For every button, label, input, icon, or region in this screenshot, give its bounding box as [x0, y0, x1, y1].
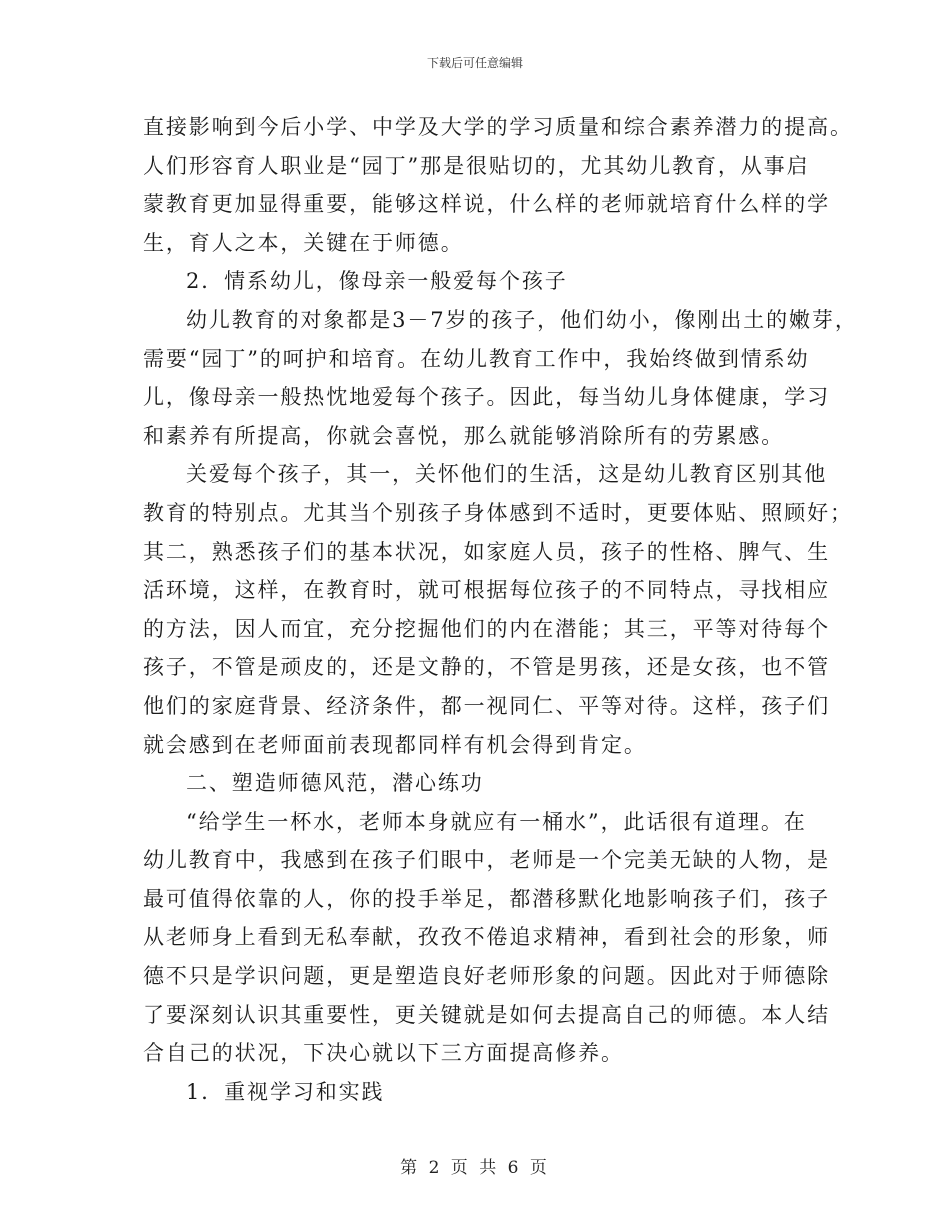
body-line: 从老师身上看到无私奉献，孜孜不倦追求精神，看到社会的形象，师 — [143, 925, 830, 950]
body-line: 关爱每个孩子，其一，关怀他们的生活，这是幼儿教育区别其他 — [186, 462, 828, 487]
body-line: 德不只是学识问题，更是塑造良好老师形象的问题。因此对于师德除 — [143, 964, 830, 989]
body-line: 最可值得依靠的人，你的投手举足，都潜移默化地影响孩子们，孩子 — [143, 886, 830, 911]
body-line: 了要深刻认识其重要性，更关键就是如何去提高自己的师德。本人结 — [143, 1002, 830, 1027]
body-line: 直接影响到今后小学、中学及大学的学习质量和综合素养潜力的提高。 — [143, 115, 853, 139]
body-line: 幼儿教育的对象都是3－7岁的孩子，他们幼小，像刚出土的嫩芽， — [186, 307, 858, 332]
body-line: 蒙教育更加显得重要，能够这样说，什么样的老师就培育什么样的学 — [143, 192, 830, 217]
section-heading: 1．重视学习和实践 — [186, 1079, 385, 1104]
body-line: 他们的家庭背景、经济条件，都一视同仁、平等对待。这样，孩子们 — [143, 693, 830, 718]
section-heading: 二、塑造师德风范，潜心练功 — [186, 771, 484, 796]
body-line: 和素养有所提高，你就会喜悦，那么就能够消除所有的劳累感。 — [143, 423, 785, 448]
body-line: 生，育人之本，关键在于师德。 — [143, 230, 464, 255]
body-line: 人们形容育人职业是“园丁”那是很贴切的，尤其幼儿教育，从事启 — [143, 153, 810, 178]
body-line: 其二，熟悉孩子们的基本状况，如家庭人员，孩子的性格、脾气、生 — [143, 539, 830, 564]
body-line: 儿，像母亲一般热忱地爱每个孩子。因此，每当幼儿身体健康，学习 — [143, 385, 830, 410]
body-line: 活环境，这样，在教育时，就可根据每位孩子的不同特点，寻找相应 — [143, 578, 830, 603]
body-line: “给学生一杯水，老师本身就应有一桶水”，此话很有道理。在 — [186, 809, 807, 834]
body-line: 需要“园丁”的呵护和培育。在幼儿教育工作中，我始终做到情系幼 — [143, 346, 810, 371]
section-heading: 2．情系幼儿，像母亲一般爱每个孩子 — [186, 269, 568, 294]
body-line: 的方法，因人而宜，充分挖掘他们的内在潜能；其三，平等对待每个 — [143, 616, 830, 641]
body-line: 幼儿教育中，我感到在孩子们眼中，老师是一个完美无缺的人物，是 — [143, 848, 830, 873]
body-line: 合自己的状况，下决心就以下三方面提高修养。 — [143, 1041, 624, 1066]
page-number-footer: 第 2 页 共 6 页 — [400, 1158, 550, 1178]
body-line: 孩子，不管是顽皮的，还是文静的，不管是男孩，还是女孩，也不管 — [143, 655, 830, 680]
page-header-note: 下载后可任意编辑 — [426, 56, 523, 70]
body-line: 就会感到在老师面前表现都同样有机会得到肯定。 — [143, 732, 647, 757]
body-line: 教育的特别点。尤其当个别孩子身体感到不适时，更要体贴、照顾好； — [143, 500, 853, 525]
document-body — [143, 108, 858, 1111]
